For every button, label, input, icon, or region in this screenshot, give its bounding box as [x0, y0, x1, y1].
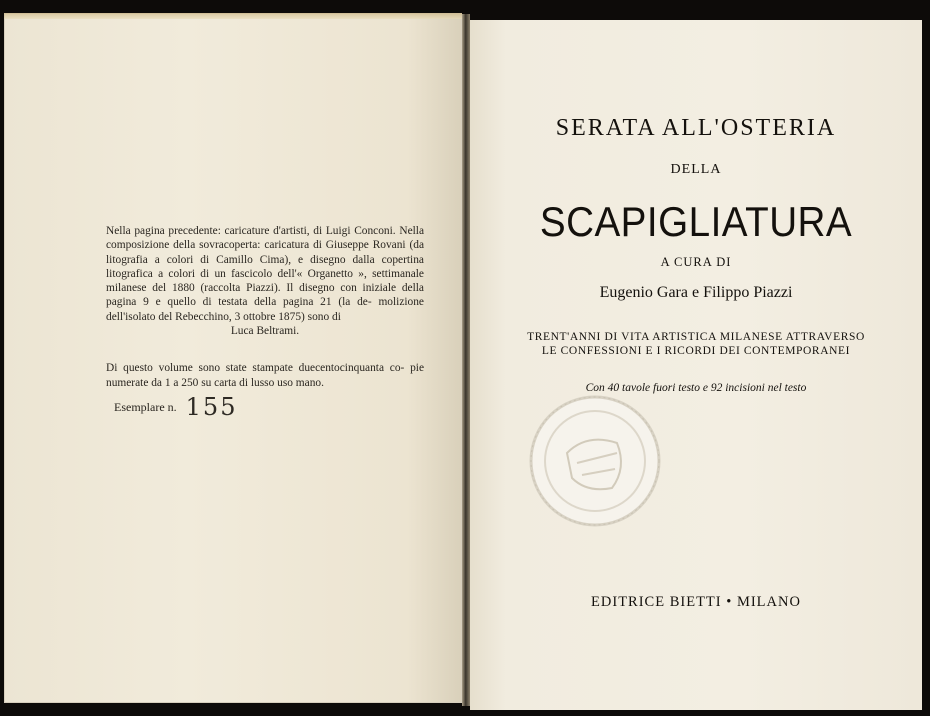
credits-line: settimanale milanese del 1880 (raccolta Piazzi). Il disegno con — [106, 267, 424, 295]
edition-line: Di questo volume sono state stampate duecentocinquanta co- — [106, 362, 405, 374]
limited-edition-note — [106, 361, 424, 390]
subtitle — [470, 330, 922, 358]
publisher: EDITRICE BIETTI • MILANO — [591, 594, 801, 610]
main-title: SCAPIGLIATURA — [539, 198, 853, 245]
credits-note — [106, 224, 424, 338]
credits-line: Luca Beltrami. — [230, 325, 300, 338]
editors-names: Eugenio Gara e Filippo Piazzi — [599, 284, 793, 301]
copy-label: Esemplare n. — [114, 400, 177, 414]
embossed-seal-icon — [527, 393, 663, 529]
edition-line: pie numerate da 1 a 250 su carta di lusso uso mano. — [106, 362, 424, 389]
left-page — [4, 13, 462, 703]
title-line-2: DELLA — [670, 162, 722, 177]
subtitle-line: LE CONFESSIONI E I RICORDI DEI CONTEMPORANEI — [541, 345, 851, 357]
credits-line: Nella pagina precedente: caricature d'artisti, di Luigi Conconi. — [106, 225, 396, 237]
copy-number-line — [114, 393, 237, 421]
title-line-1: SERATA ALL'OSTERIA — [555, 115, 837, 141]
credits-line: iniziale della pagina 9 e quello di testata della pagina 21 (la de- — [106, 282, 424, 309]
page-top-edge — [4, 13, 462, 19]
subtitle-line: TRENT'ANNI DI VITA ARTISTICA MILANESE ATTRAVERSO — [527, 331, 865, 343]
credits-line: copertina litografica a colori di un fascicolo dell'« Organetto », — [106, 253, 424, 280]
plates-note: Con 40 tavole fuori testo e 92 incisioni nel testo — [585, 382, 807, 394]
editors-label: A CURA DI — [660, 255, 732, 269]
book-gutter — [462, 14, 470, 706]
credits-line: Rovani (da litografia a colori di Camillo Cima), e disegno dalla — [106, 239, 424, 266]
credits-line: Nella composizione della sovracoperta: caricatura di Giuseppe — [106, 225, 425, 252]
copy-number: 155 — [185, 393, 238, 421]
title-page — [470, 20, 922, 710]
credits-line: molizione dell'isolato del Rebecchino, 3 ottobre 1875) sono di — [106, 296, 424, 323]
